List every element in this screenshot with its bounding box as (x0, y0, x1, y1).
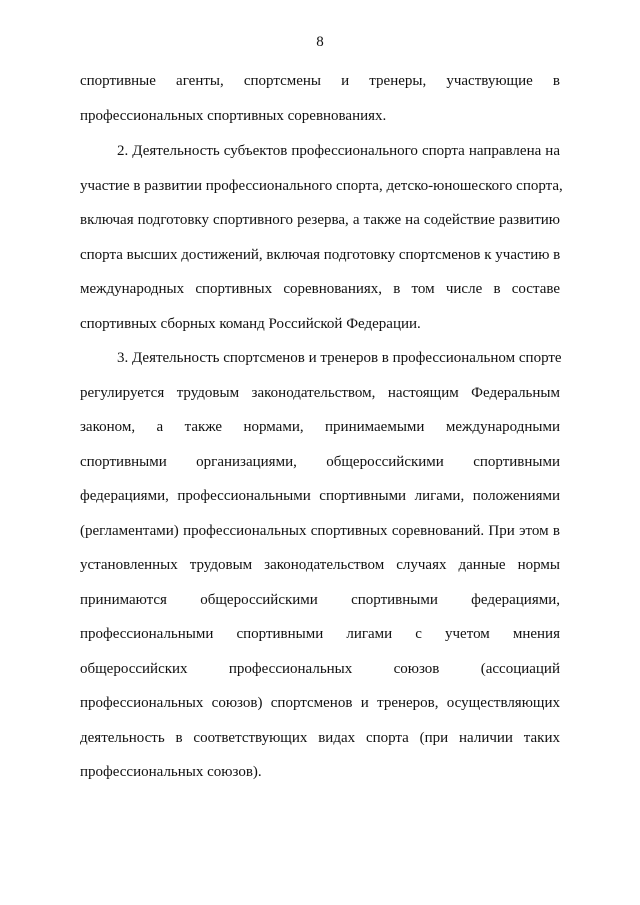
paragraph-line: спортивные агенты, спортсмены и тренеры, участвующие в (80, 73, 560, 89)
paragraph-line: 2. Деятельность субъектов профессионального спорта направлена на (117, 143, 560, 159)
paragraph-line: регулируется трудовым законодательством, настоящим Федеральным (80, 384, 560, 401)
paragraph-line: участие в развитии профессионального спорта, детско-юношеского спорта, (80, 177, 563, 194)
paragraph-3 (80, 349, 560, 798)
paragraph-1 (80, 72, 560, 141)
paragraph-line: спортивными организациями, общероссийскими спортивными (80, 453, 560, 470)
page-number: 8 (316, 34, 324, 50)
paragraph-line: (регламентами) профессиональных спортивных соревнований. При этом в (80, 522, 560, 539)
paragraph-line: установленных трудовым законодательством случаях данные нормы (80, 557, 560, 573)
paragraph-line: спорта высших достижений, включая подготовку спортсменов к участию в (80, 246, 561, 263)
paragraph-line: общероссийских профессиональных союзов (ассоциаций (80, 660, 560, 677)
paragraph-line: профессиональных спортивных соревнованиях. (80, 107, 387, 124)
paragraph-line: 3. Деятельность спортсменов и тренеров в профессиональном спорте (117, 350, 562, 366)
paragraph-line: принимаются общероссийскими спортивными федерациями, (80, 591, 560, 608)
paragraph-line: деятельность в соответствующих видах спорта (при наличии таких (80, 729, 560, 746)
paragraph-line: включая подготовку спортивного резерва, а также на содействие развитию (80, 212, 560, 228)
paragraph-2 (80, 142, 563, 349)
paragraph-line: международных спортивных соревнованиях, в том числе в составе (80, 281, 560, 297)
paragraph-line: спортивных сборных команд Российской Федерации. (80, 315, 421, 332)
paragraph-line: федерациями, профессиональными спортивными лигами, положениями (80, 488, 560, 504)
paragraph-line: профессиональными спортивными лигами с учетом мнения (80, 626, 560, 642)
paragraph-line: профессиональных союзов) спортсменов и тренеров, осуществляющих (80, 695, 560, 711)
paragraph-line: законом, а также нормами, принимаемыми международными (80, 419, 560, 435)
paragraph-line: профессиональных союзов). (80, 764, 262, 780)
